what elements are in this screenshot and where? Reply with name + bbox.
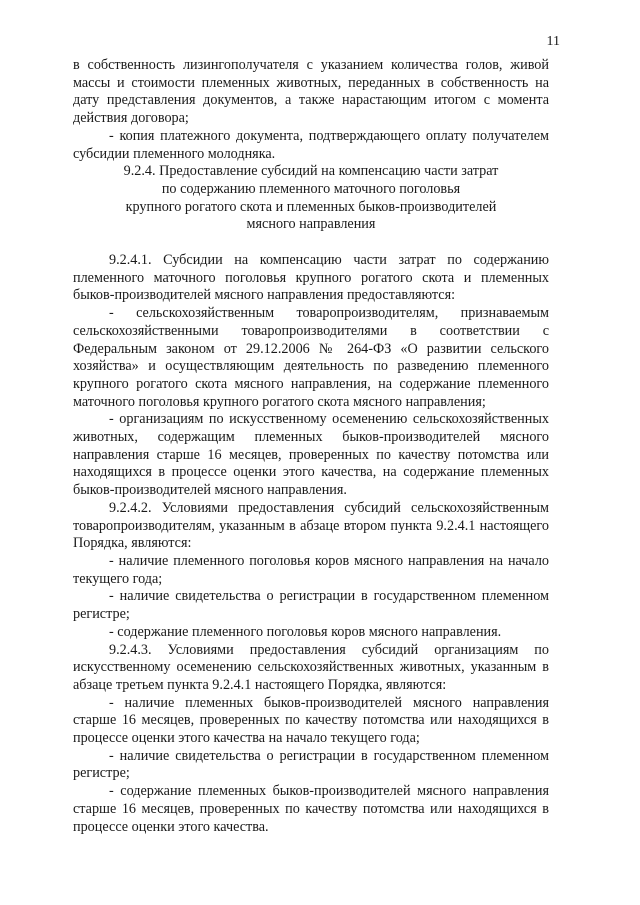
document-body [73, 57, 549, 836]
paragraph: - содержание племенных быков-производителей мясного направления старше 16 месяцев, проверенных по качеству потомства или находящихся в процессе оценки этого качества. [73, 783, 549, 835]
paragraph: в собственность лизингополучателя с указанием количества голов, живой массы и стоимости племенных животных, переданных в собственность на дату представления документов, а также нарастающим итогом с момента действия договора; [73, 57, 549, 127]
paragraph: - копия платежного документа, подтверждающего оплату получателем субсидии племенного молодняка. [73, 127, 549, 162]
section-heading [73, 163, 549, 234]
paragraph: - наличие свидетельства о регистрации в государственном племенном регистре; [73, 747, 549, 782]
paragraph: - наличие племенного поголовья коров мясного направления на начало текущего года; [73, 552, 549, 587]
heading-line: мясного направления [246, 216, 376, 233]
page-number: 11 [546, 34, 560, 49]
paragraph: 9.2.4.2. Условиями предоставления субсидий сельскохозяйственным товаропроизводителям, указанным в абзаце втором пункта 9.2.4.1 настоящего Порядка, являются: [73, 499, 549, 552]
paragraph: - наличие свидетельства о регистрации в государственном племенном регистре; [73, 588, 549, 623]
paragraph: - наличие племенных быков-производителей мясного направления старше 16 месяцев, проверенных по качеству потомства или находящихся в процессе оценки этого качества на начало текущего года; [73, 694, 549, 747]
paragraph-gap [73, 234, 549, 252]
paragraph: - сельскохозяйственным товаропроизводителям, признаваемым сельскохозяйственными товаропроизводителями в соответствии с Федеральным законом от 29.12.2006 № 264-ФЗ «О развитии сельского хозяйства» и осуществляющим деятельность по разведению племенного крупного рогатого скота мясного направления, на содержание племенного маточного поголовья крупного рогатого скота мясного направления; [73, 305, 549, 410]
paragraph: 9.2.4.3. Условиями предоставления субсидий организациям по искусственному осеменению сельскохозяйственных животных, указанным в абзаце третьем пункта 9.2.4.1 настоящего Порядка, являются: [73, 641, 549, 693]
paragraph: 9.2.4.1. Субсидии на компенсацию части затрат по содержанию племенного маточного поголовья крупного рогатого скота и племенных быков-производителей мясного направления предоставляются: [73, 252, 549, 304]
paragraph: - организациям по искусственному осеменению сельскохозяйственных животных, содержащим племенных быков-производителей мясного направления старше 16 месяцев, проверенных по качеству потомства или находящихся в процессе оценки этого качества, на содержание племенных быков-производителей мясного направления. [73, 411, 549, 499]
paragraph: - содержание племенного поголовья коров мясного направления. [109, 623, 502, 640]
heading-line: по содержанию племенного маточного поголовья [161, 180, 461, 197]
heading-line: крупного рогатого скота и племенных быков-производителей [125, 198, 497, 215]
heading-line: 9.2.4. Предоставление субсидий на компенсацию части затрат [123, 163, 499, 180]
